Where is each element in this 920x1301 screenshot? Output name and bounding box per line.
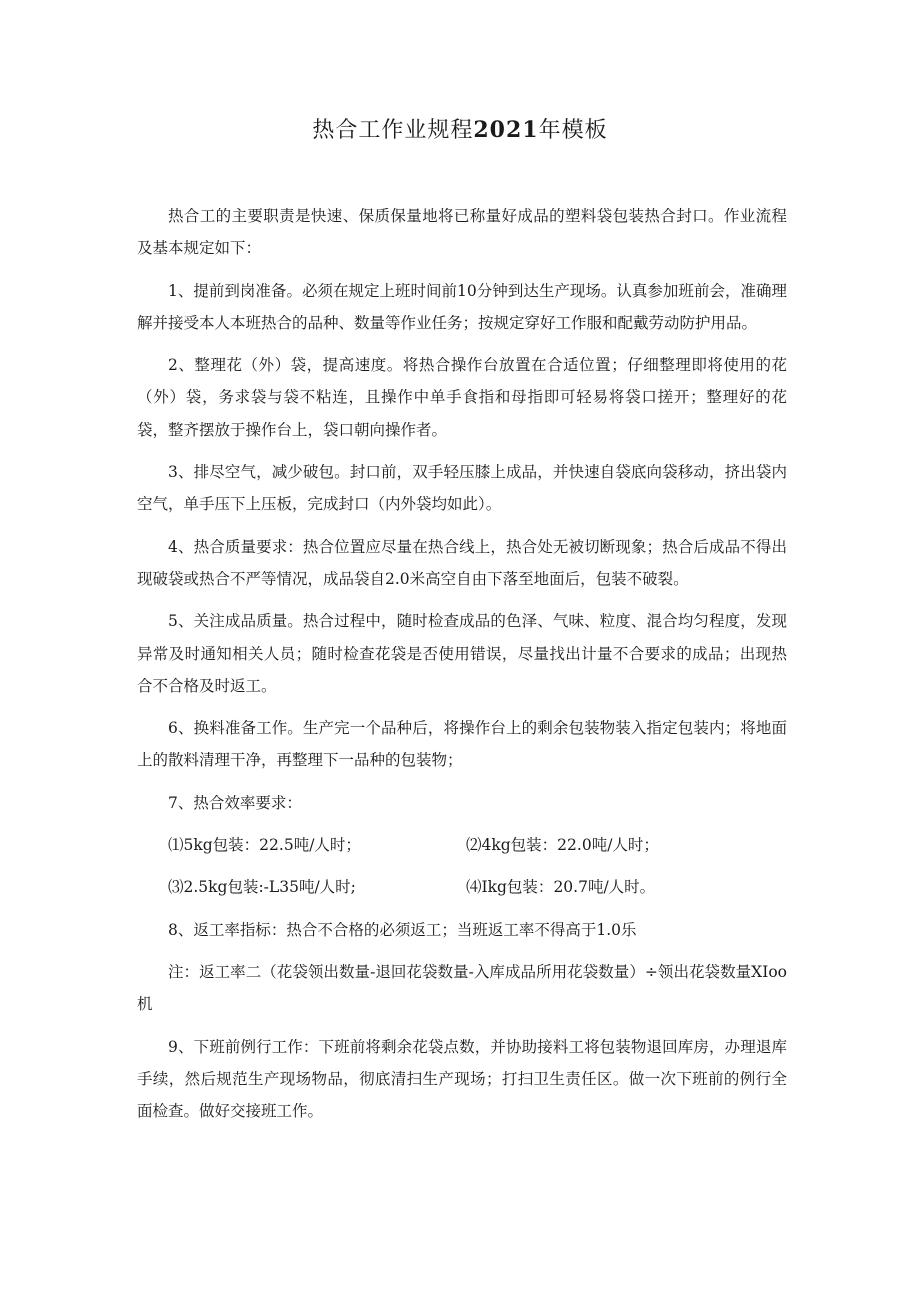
item-1-paragraph: 1、提前到岗准备。必须在规定上班时间前10分钟到达生产现场。认真参加班前会，准确理解并接受本人本班热合的品种、数量等作业任务；按规定穿好工作服和配戴劳动防护用品。 xyxy=(137,281,787,332)
item-4-paragraph: 4、热合质量要求：热合位置应尽量在热合线上，热合处无被切断现象；热合后成品不得出现破袋或热合不严等情况，成品袋自2.0米高空自由下落至地面后，包装不破裂。 xyxy=(137,537,787,588)
item-7-paragraph: 7、热合效率要求： xyxy=(168,793,302,812)
item-8-paragraph: 8、返工率指标：热合不合格的必须返工；当班返工率不得高于1.0乐 xyxy=(168,920,637,939)
efficiency-5kg: ⑴5kg包装：22.5吨/人时； xyxy=(168,836,361,855)
item-9-paragraph: 9、下班前例行工作：下班前将剩余花袋点数，并协助接料工将包装物退回库房，办理退库手续，然后规范生产现场物品，彻底清扫生产现场；打扫卫生责任区。做一次下班前的例行全面检查。做好交接班工作。 xyxy=(137,1037,787,1121)
item-3-paragraph: 3、排尽空气，减少破包。封口前，双手轻压膝上成品，并快速自袋底向袋移动，挤出袋内空气，单手压下上压板，完成封口（内外袋均如此）。 xyxy=(137,463,787,514)
title-suffix: 年模板 xyxy=(538,118,608,143)
efficiency-row-1 xyxy=(137,829,787,861)
document-body xyxy=(137,200,787,1137)
efficiency-4kg: ⑵4kg包装：22.0吨/人时； xyxy=(466,836,659,855)
efficiency-2-5kg: ⑶2.5kg包装:-L35吨/人时; xyxy=(168,878,356,897)
item-6-paragraph: 6、换料准备工作。生产完一个品种后，将操作台上的剩余包装物装入指定包装内；将地面上的散料清理干净，再整理下一品种的包装物； xyxy=(137,719,787,770)
item-2-paragraph: 2、整理花（外）袋，提高速度。将热合操作台放置在合适位置；仔细整理即将使用的花（外）袋，务求袋与袋不粘连，且操作中单手食指和母指即可轻易将袋口搓开；整理好的花袋，整齐摆放于操作台上，袋口朝向操作者。 xyxy=(137,356,787,439)
efficiency-1kg: ⑷Ikg包装：20.7吨/人时。 xyxy=(466,878,656,897)
title-prefix: 热合工作业规程 xyxy=(312,118,474,143)
item-5-paragraph: 5、关注成品质量。热合过程中，随时检查成品的色泽、气味、粒度、混合均匀程度，发现异常及时通知相关人员；随时检查花袋是否使用错误，尽量找出计量不合要求的成品；出现热合不合格及时返工。 xyxy=(137,612,787,695)
page-title xyxy=(0,113,920,144)
intro-paragraph: 热合工的主要职责是快速、保质保量地将已称量好成品的塑料袋包装热合封口。作业流程及基本规定如下： xyxy=(137,207,787,258)
title-year: 2021 xyxy=(473,117,539,143)
efficiency-row-2 xyxy=(137,871,787,903)
note-paragraph: 注：返工率二（花袋领出数量-退回花袋数量-入库成品所用花袋数量）÷领出花袋数量XIoo机 xyxy=(137,962,787,1014)
